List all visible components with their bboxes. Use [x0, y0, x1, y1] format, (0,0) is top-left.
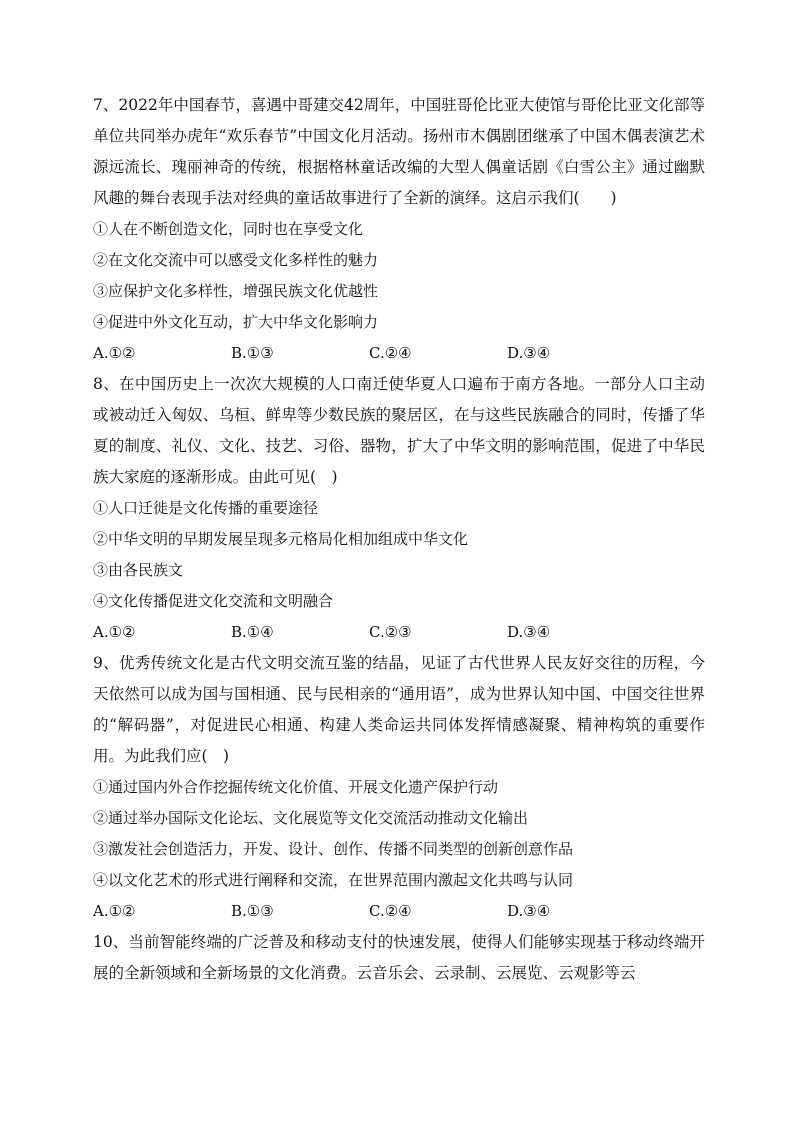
choice-c: C.②④: [369, 344, 412, 362]
question-stem: 10、当前智能终端的广泛普及和移动支付的快速发展，使得人们能够实现基于移动终端开展的全新领域和全新场景的文化消费。云音乐会、云录制、云展览、云观影等云: [93, 933, 705, 982]
statement-option: ①人在不断创造文化，同时也在享受文化: [93, 220, 364, 238]
choice-a: A.①②: [93, 623, 136, 641]
choice-d: D.③④: [507, 344, 551, 362]
choice-d: D.③④: [507, 902, 551, 920]
statement-option: ①人口迁徙是文化传播的重要途径: [93, 499, 319, 517]
statement-option: ①通过国内外合作挖掘传统文化价值、开展文化遗产保护行动: [93, 778, 499, 796]
statement-option: ④以文化艺术的形式进行阐释和交流，在世界范围内激起文化共鸣与认同: [93, 871, 574, 889]
statement-option: ③应保护文化多样性，增强民族文化优越性: [93, 282, 379, 300]
statement-option: ②在文化交流中可以感受文化多样性的魅力: [93, 251, 379, 269]
answer-choices: [93, 617, 705, 648]
question-7: [93, 90, 705, 369]
choice-a: A.①②: [93, 344, 136, 362]
choice-b: B.①④: [231, 623, 274, 641]
answer-choices: [93, 338, 705, 369]
statement-option: ④文化传播促进文化交流和文明融合: [93, 592, 334, 610]
statement-option: ④促进中外文化互动，扩大中华文化影响力: [93, 313, 379, 331]
question-10: [93, 927, 705, 989]
question-stem: 9、优秀传统文化是古代文明交流互鉴的结晶，见证了古代世界人民友好交往的历程，今天依然可以成为国与国相通、民与民相亲的“通用语”，成为世界认知中国、中国交往世界的“解码器”，对促进民心相通、构建人类命运共同体发挥情感凝聚、精神构筑的重要作用。为此我们应( ): [93, 654, 705, 765]
choice-c: C.②④: [369, 902, 412, 920]
choice-b: B.①③: [231, 344, 274, 362]
choice-c: C.②③: [369, 623, 412, 641]
choice-b: B.①③: [231, 902, 274, 920]
statement-option: ②通过举办国际文化论坛、文化展览等文化交流活动推动文化输出: [93, 809, 529, 827]
statement-option: ②中华文明的早期发展呈现多元格局化相加组成中华文化: [93, 530, 469, 548]
question-stem: 7、2022年中国春节，喜遇中哥建交42周年，中国驻哥伦比亚大使馆与哥伦比亚文化部等单位共同举办虎年“欢乐春节”中国文化月活动。扬州市木偶剧团继承了中国木偶表演艺术源远流长、瑰丽神奇的传统，根据格林童话改编的大型人偶童话剧《白雪公主》通过幽默风趣的舞台表现手法对经典的童话故事进行了全新的演绎。这启示我们( ): [93, 96, 705, 207]
question-stem: 8、在中国历史上一次次大规模的人口南迁使华夏人口遍布于南方各地。一部分人口主动或被动迁入匈奴、乌桓、鲜卑等少数民族的聚居区，在与这些民族融合的同时，传播了华夏的制度、礼仪、文化、技艺、习俗、器物，扩大了中华文明的影响范围，促进了中华民族大家庭的逐渐形成。由此可见( ): [93, 375, 705, 486]
question-9: [93, 648, 705, 927]
question-8: [93, 369, 705, 648]
choice-d: D.③④: [507, 623, 551, 641]
document-page: [93, 90, 705, 989]
answer-choices: [93, 896, 705, 927]
statement-option: ③激发社会创造活力，开发、设计、创作、传播不同类型的创新创意作品: [93, 840, 574, 858]
choice-a: A.①②: [93, 902, 136, 920]
statement-option: ③由各民族文: [93, 561, 184, 579]
